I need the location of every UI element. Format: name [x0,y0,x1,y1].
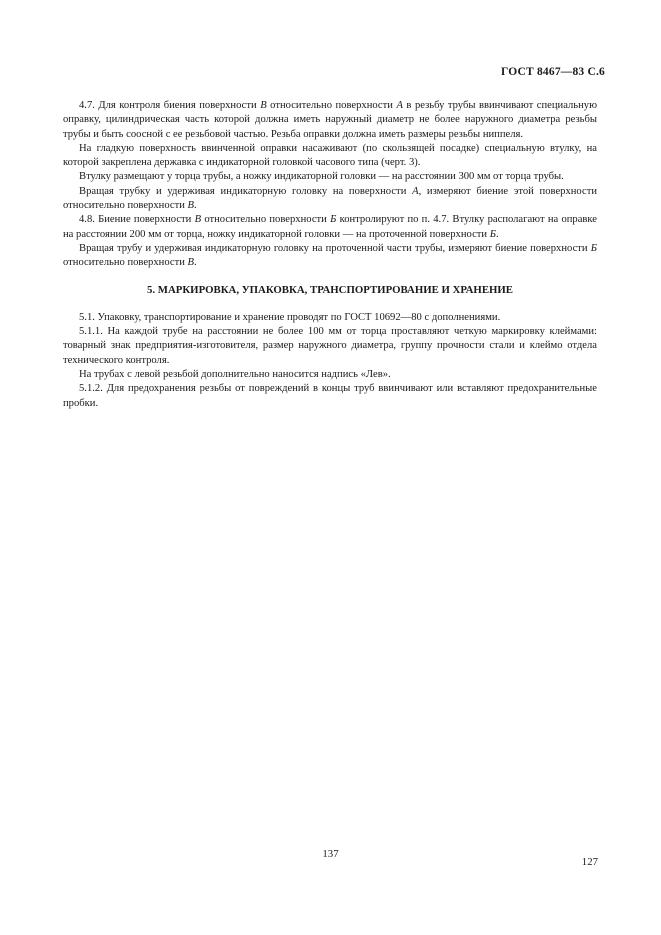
paragraph-measure-b: Вращая трубу и удерживая индикаторную головку на проточенной части трубы, измеряют биение поверхности Б относительно поверхности В. [63,242,597,269]
section-5-title: 5. МАРКИРОВКА, УПАКОВКА, ТРАНСПОРТИРОВАНИЕ И ХРАНЕНИЕ [146,283,514,296]
paragraph-measure-a: Вращая трубку и удерживая индикаторную головку на поверхности А, измеряют биение этой поверхности относительно поверхности В. [63,185,597,212]
document-body [63,99,597,411]
page-number-center: 137 [322,848,339,860]
page-number-right: 127 [581,856,598,868]
document-header: ГОСТ 8467—83 С.6 [501,66,605,78]
paragraph-left-thread: На трубах с левой резьбой дополнительно наносится надпись «Лев». [79,369,391,381]
paragraph-4-8: 4.8. Биение поверхности В относительно поверхности Б контролируют по п. 4.7. Втулку располагают на оправке на расстоянии 200 мм от торца, ножку индикаторной головки — на проточенной поверхности Б. [63,214,598,240]
paragraph-4-7: 4.7. Для контроля биения поверхности В относительно поверхности А в резьбу трубы ввинчивают специальную оправку, цилиндрическая часть которой должна иметь наружный диаметр не более наружного диаметра резьбы трубы и быть соосной с ее резьбовой частью. Резьба оправки должна иметь размеры резьбы ниппеля. [63,100,597,140]
paragraph-5-1-2: 5.1.2. Для предохранения резьбы от повреждений в концы труб ввинчивают или вставляют предохранительные пробки. [63,383,597,409]
paragraph-sleeve-placement: Втулку размещают у торца трубы, а ножку индикаторной головки — на расстоянии 300 мм от торца трубы. [79,171,564,183]
paragraph-5-1: 5.1. Упаковку, транспортирование и хранение проводят по ГОСТ 10692—80 с дополнениями. [79,311,501,323]
paragraph-mandrel-sleeve: На гладкую поверхность ввинченной оправки насаживают (по скользящей посадке) специальную втулку, на которой закреплена державка с индикаторной головкой часового типа (черт. 3). [63,142,597,169]
paragraph-5-1-1: 5.1.1. На каждой трубе на расстоянии не более 100 мм от торца проставляют четкую маркировку клеймами: товарный знак предприятия-изготовителя, размер наружного диаметра, группу прочности стали и клеймо отдела технического контроля. [63,326,597,366]
